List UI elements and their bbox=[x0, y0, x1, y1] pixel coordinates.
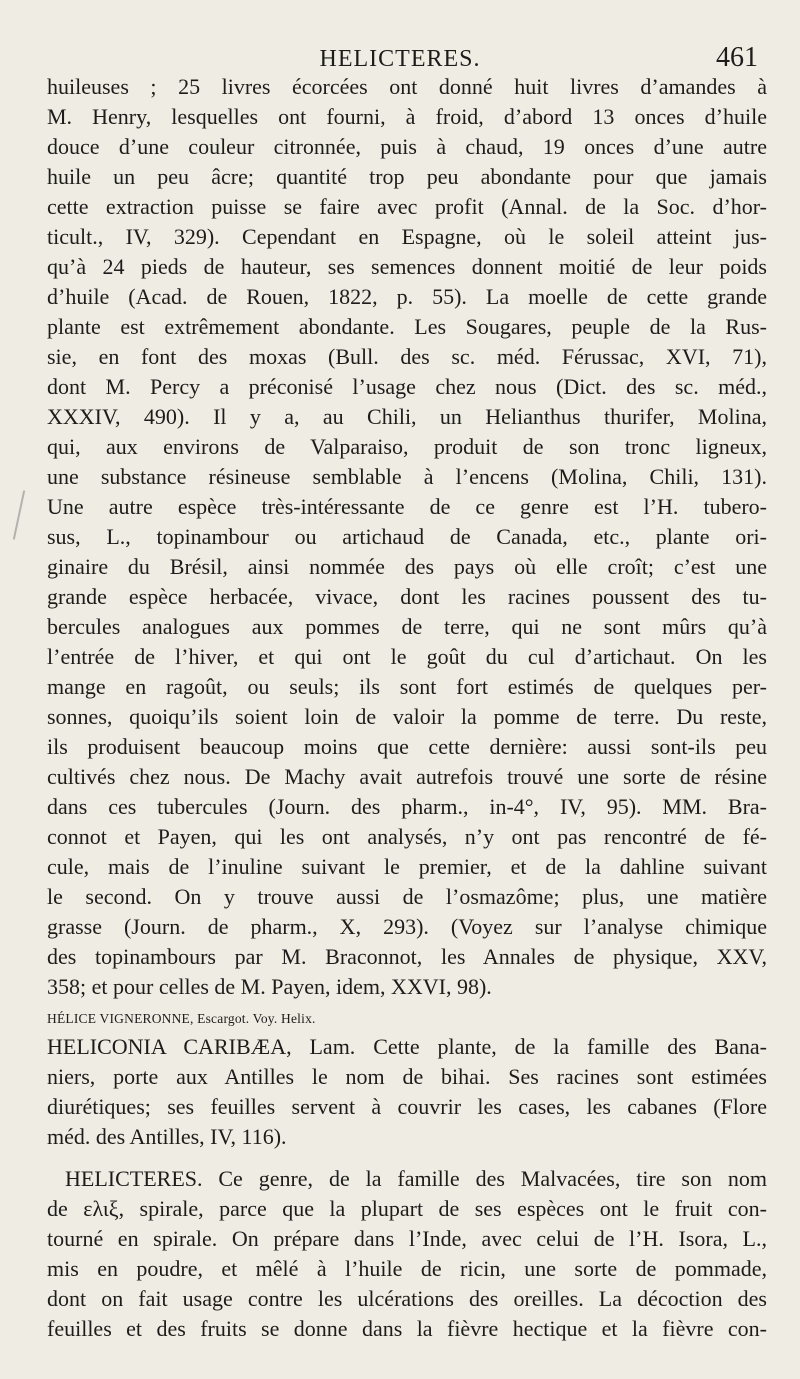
text-line: 358; et pour celles de M. Payen, idem, XXVI, 98). bbox=[47, 974, 492, 999]
text-line: grande espèce herbacée, vivace, dont les racines poussent des tu- bbox=[47, 584, 767, 609]
text-line: tourné en spirale. On prépare dans l’Inde, avec celui de l’H. Isora, L., bbox=[47, 1226, 767, 1251]
text-line: Une autre espèce très-intéressante de ce genre est l’H. tubero- bbox=[47, 494, 767, 519]
text-line: cette extraction puisse se faire avec profit (Annal. de la Soc. d’hor- bbox=[47, 194, 767, 219]
text-line: sie, en font des moxas (Bull. des sc. méd. Férussac, XVI, 71), bbox=[47, 344, 767, 369]
text-line: sus, L., topinambour ou artichaud de Canada, etc., plante ori- bbox=[47, 524, 767, 549]
running-title: HELICTERES. bbox=[319, 46, 481, 72]
body-text bbox=[47, 72, 767, 1344]
page-number: 461 bbox=[716, 42, 758, 73]
text-line: de ελιξ, spirale, parce que la plupart de ses espèces ont le fruit con- bbox=[47, 1196, 767, 1221]
text-line: ils produisent beaucoup moins que cette dernière: aussi sont-ils peu bbox=[47, 734, 767, 759]
text-line: huileuses ; 25 livres écorcées ont donné huit livres d’amandes à bbox=[47, 74, 767, 99]
text-line: dont M. Percy a préconisé l’usage chez nous (Dict. des sc. méd., bbox=[47, 374, 767, 399]
text-line: le second. On y trouve aussi de l’osmazôme; plus, une matière bbox=[47, 884, 767, 909]
text-line: grasse (Journ. de pharm., X, 293). (Voyez sur l’analyse chimique bbox=[47, 914, 767, 939]
text-line: M. Henry, lesquelles ont fourni, à froid, d’abord 13 onces d’huile bbox=[47, 104, 767, 129]
text-line: connot et Payen, qui les ont analysés, n’y ont pas rencontré de fé- bbox=[47, 824, 767, 849]
text-line: cultivés chez nous. De Machy avait autrefois trouvé une sorte de résine bbox=[47, 764, 767, 789]
text-line: mis en poudre, et mêlé à l’huile de ricin, une sorte de pommade, bbox=[47, 1256, 767, 1281]
text-line: d’huile (Acad. de Rouen, 1822, p. 55). La moelle de cette grande bbox=[47, 284, 767, 309]
cross-reference-entry: HÉLICE VIGNERONNE, Escargot. Voy. Helix. bbox=[47, 1011, 316, 1026]
text-line: niers, porte aux Antilles le nom de bihai. Ses racines sont estimées bbox=[47, 1064, 767, 1089]
text-line: plante est extrêmement abondante. Les Sougares, peuple de la Rus- bbox=[47, 314, 767, 339]
text-line: ticult., IV, 329). Cependant en Espagne, où le soleil atteint jus- bbox=[47, 224, 767, 249]
text-line: huile un peu âcre; quantité trop peu abondante pour que jamais bbox=[47, 164, 767, 189]
text-line: douce d’une couleur citronnée, puis à chaud, 19 onces d’une autre bbox=[47, 134, 767, 159]
entry-heading-line: HELICTERES. Ce genre, de la famille des Malvacées, tire son nom bbox=[65, 1166, 767, 1191]
text-line: diurétiques; ses feuilles servent à couvrir les cases, les cabanes (Flore bbox=[47, 1094, 767, 1119]
text-line: l’entrée de l’hiver, et qui ont le goût du cul d’artichaut. On les bbox=[47, 644, 767, 669]
text-line: méd. des Antilles, IV, 116). bbox=[47, 1124, 287, 1149]
text-line: cule, mais de l’inuline suivant le premier, et de la dahline suivant bbox=[47, 854, 767, 879]
text-line: ginaire du Brésil, ainsi nommée des pays où elle croît; c’est une bbox=[47, 554, 767, 579]
text-line: des topinambours par M. Braconnot, les Annales de physique, XXV, bbox=[47, 944, 767, 969]
text-line: une substance résineuse semblable à l’encens (Molina, Chili, 131). bbox=[47, 464, 767, 489]
text-line: XXXIV, 490). Il y a, au Chili, un Helianthus thurifer, Molina, bbox=[47, 404, 767, 429]
text-line: qui, aux environs de Valparaiso, produit de son tronc ligneux, bbox=[47, 434, 767, 459]
margin-pencil-mark bbox=[13, 490, 25, 539]
text-line: mange en ragoût, ou seuls; ils sont fort estimés de quelques per- bbox=[47, 674, 767, 699]
text-line: bercules analogues aux pommes de terre, qui ne sont mûrs qu’à bbox=[47, 614, 767, 639]
text-line: dont on fait usage contre les ulcérations des oreilles. La décoction des bbox=[47, 1286, 767, 1311]
entry-heading-line: HELICONIA CARIBÆA, Lam. Cette plante, de la famille des Bana- bbox=[47, 1034, 767, 1059]
text-line: sonnes, quoiqu’ils soient loin de valoir la pomme de terre. Du reste, bbox=[47, 704, 767, 729]
text-line: qu’à 24 pieds de hauteur, ses semences donnent moitié de leur poids bbox=[47, 254, 767, 279]
text-line: feuilles et des fruits se donne dans la fièvre hectique et la fièvre con- bbox=[47, 1316, 767, 1341]
text-line: dans ces tubercules (Journ. des pharm., in-4°, IV, 95). MM. Bra- bbox=[47, 794, 767, 819]
